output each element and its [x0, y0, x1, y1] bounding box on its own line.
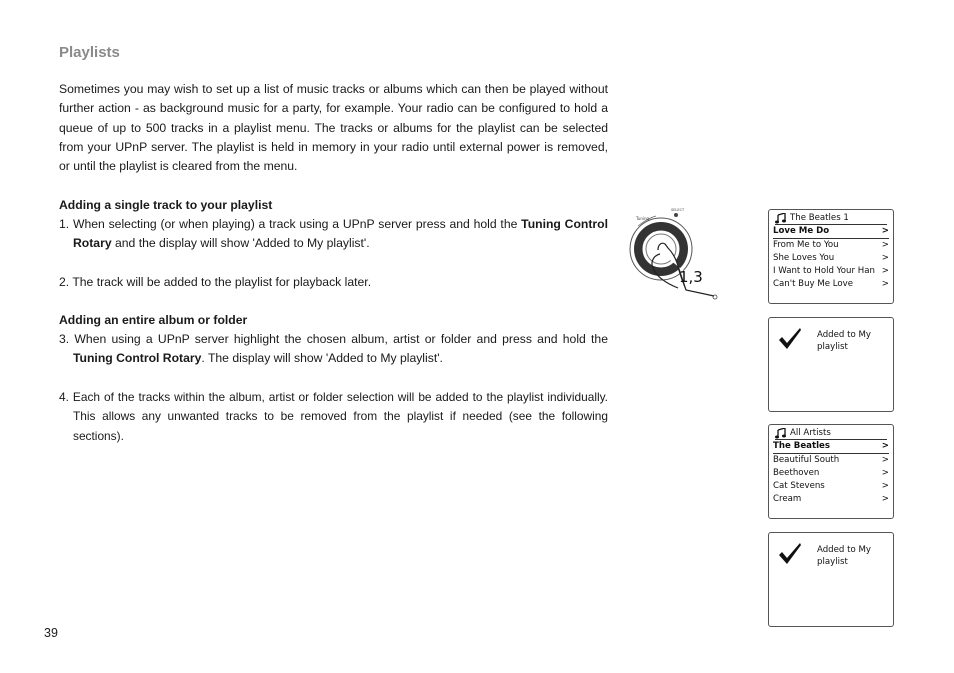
step-1 — [59, 215, 608, 254]
chevron-right-icon: > — [881, 455, 889, 466]
step-3-text: 3. When using a UPnP server highlight the chosen album, artist or folder and press and hold the — [59, 332, 608, 346]
step-1-bold: Tuning Control Rotary — [73, 217, 608, 251]
list-item[interactable] — [773, 454, 889, 467]
list-item[interactable] — [773, 467, 889, 480]
intro-paragraph: Sometimes you may wish to set up a list of music tracks or albums which can then be played without further action - as background music for a party, for example. Your radio can be configured to hold a queue of up to 500 tracks in a playlist menu. The tracks or albums for the playlist can be selected from your UPnP server. The playlist is held in memory in your radio until external power is removed, or until the playlist is cleared from the menu. — [59, 82, 608, 174]
chevron-right-icon: > — [881, 252, 889, 263]
chevron-right-icon: > — [881, 480, 889, 491]
radio-display-confirmation-2 — [768, 532, 894, 627]
page-number: 39 — [44, 626, 58, 640]
radio-display-artists — [768, 424, 894, 519]
list-item[interactable] — [773, 479, 889, 492]
section-title-album: Adding an entire album or folder — [59, 313, 248, 327]
list-item[interactable] — [773, 225, 889, 239]
checkmark-icon — [777, 326, 803, 352]
radio-display-confirmation — [768, 317, 894, 412]
svg-text:Tuning: Tuning — [636, 216, 650, 221]
list-item-label: Can't Buy Me Love — [773, 278, 854, 289]
list-item[interactable] — [773, 492, 889, 505]
display-title-bar — [775, 427, 887, 440]
chevron-right-icon: > — [881, 278, 889, 289]
step-2: 2. The track will be added to the playlist for playback later. — [59, 275, 372, 289]
list-item-label: She Loves You — [773, 252, 835, 263]
tuning-rotary-hand-icon — [628, 204, 728, 304]
list-item-label: I Want to Hold Your Han — [773, 265, 875, 276]
display-title-bar — [775, 212, 887, 225]
step-3-text-end: . The display will show 'Added to My playlist'. — [201, 351, 443, 366]
chevron-right-icon: > — [881, 226, 889, 237]
step-3 — [59, 330, 608, 369]
list-item-label: Love Me Do — [773, 226, 830, 237]
section-title-single-track: Adding a single track to your playlist — [59, 198, 273, 212]
chevron-right-icon: > — [881, 441, 889, 452]
list-item-label: From Me to You — [773, 240, 839, 251]
chevron-right-icon: > — [881, 240, 889, 251]
chevron-right-icon: > — [881, 265, 889, 276]
knob-step-label: 1,3 — [679, 268, 703, 286]
list-item[interactable] — [773, 440, 889, 454]
confirmation-message: Added to My playlist — [817, 545, 871, 567]
step-4: 4. Each of the tracks within the album, artist or folder selection will be added to the playlist individually. This allows any unwanted tracks to be removed from the playlist if needed (see the following sections). — [59, 390, 608, 443]
display-title: The Beatles 1 — [790, 213, 849, 223]
radio-display-tracks — [768, 209, 894, 304]
svg-text:SELECT: SELECT — [671, 208, 685, 212]
list-item[interactable] — [773, 264, 889, 277]
list-item[interactable] — [773, 277, 889, 290]
list-item-label: Beautiful South — [773, 455, 840, 466]
chevron-right-icon: > — [881, 493, 889, 504]
list-item-label: Cream — [773, 493, 802, 504]
music-note-icon — [775, 428, 787, 439]
checkmark-icon — [777, 541, 803, 567]
list-item[interactable] — [773, 252, 889, 265]
music-note-icon — [775, 213, 787, 224]
list-item-label: Beethoven — [773, 467, 820, 478]
list-item[interactable] — [773, 239, 889, 252]
display-title: All Artists — [790, 428, 831, 438]
list-item-label: Cat Stevens — [773, 480, 825, 491]
step-1-text-end: and the display will show 'Added to My playlist'. — [111, 236, 370, 251]
confirmation-message: Added to My playlist — [817, 330, 871, 352]
step-3-bold: Tuning Control Rotary — [73, 351, 202, 366]
list-item-label: The Beatles — [773, 441, 830, 452]
page-heading: Playlists — [59, 44, 120, 61]
chevron-right-icon: > — [881, 467, 889, 478]
step-1-text: 1. When selecting (or when playing) a track using a UPnP server press and hold the — [59, 217, 522, 231]
